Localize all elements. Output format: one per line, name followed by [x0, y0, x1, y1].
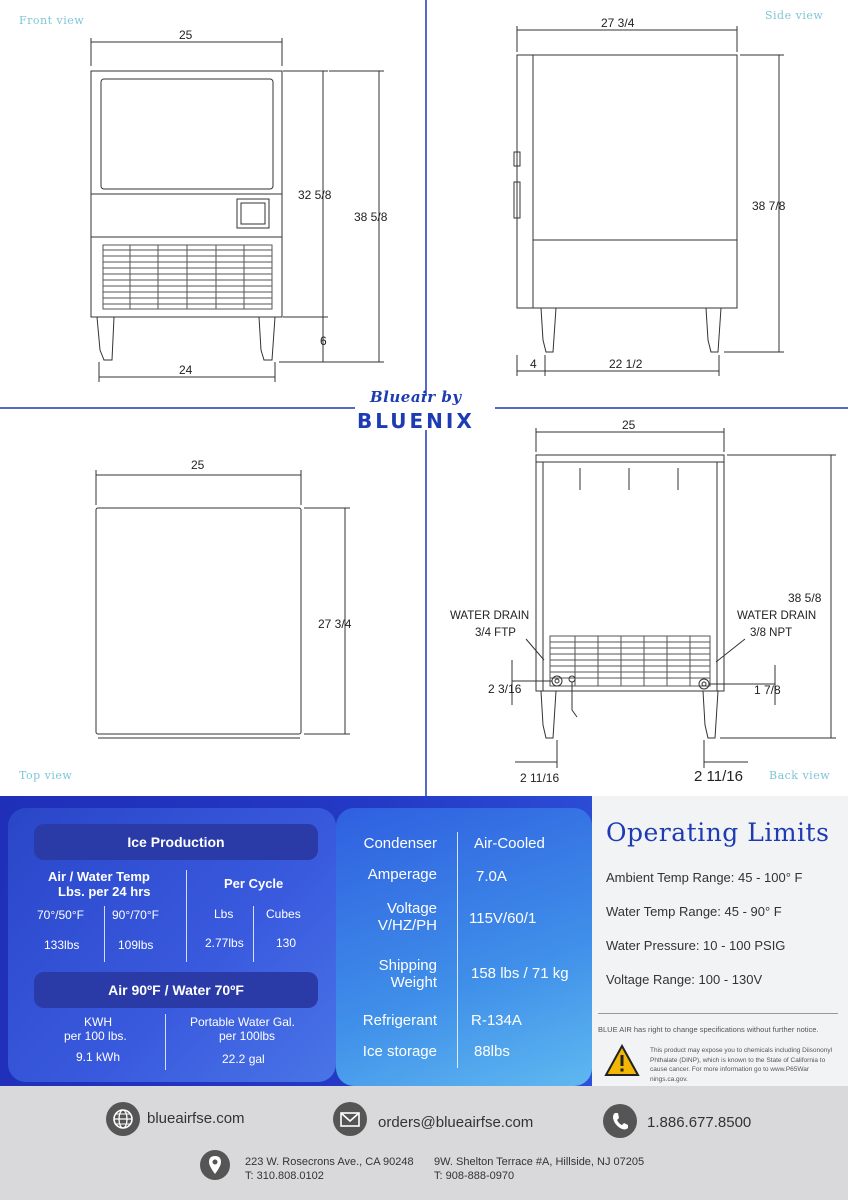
back-view-label: Back view: [769, 769, 831, 782]
drain-right-size: 3/8 NPT: [750, 627, 793, 639]
divider: [104, 906, 105, 962]
ice-storage-value: 88lbs: [474, 1043, 510, 1060]
kwh-head-2: per 100 lbs.: [64, 1029, 127, 1043]
ice-storage-key: Ice storage: [362, 1043, 437, 1060]
water-pressure: Water Pressure: 10 - 100 PSIG: [606, 938, 786, 953]
front-width-bottom: 24: [179, 363, 193, 377]
globe-icon: [106, 1102, 140, 1136]
voltage-value: 115V/60/1: [469, 910, 537, 927]
col1-val: 133lbs: [44, 938, 80, 952]
kwh-val: 9.1 kWh: [76, 1050, 121, 1064]
condenser-value: Air-Cooled: [474, 835, 545, 852]
email-icon: [333, 1102, 367, 1136]
top-depth: 27 3/4: [318, 617, 352, 631]
drain-right-height: 1 7/8: [754, 683, 781, 697]
front-width-top: 25: [179, 28, 193, 42]
back-height: 38 5/8: [788, 591, 822, 605]
side-view-label: Side view: [765, 9, 824, 22]
col2-head: 90°/70°F: [112, 908, 159, 922]
side-height: 38 7/8: [752, 199, 786, 213]
operating-limits-title: Operating Limits: [606, 818, 830, 847]
amperage-key: Amperage: [367, 866, 437, 883]
amperage-value: 7.0A: [476, 868, 507, 885]
back-width: 25: [622, 418, 636, 432]
shipping-key-1: Shipping: [378, 957, 437, 974]
water-temp-range: Water Temp Range: 45 - 90° F: [606, 904, 782, 919]
phone-icon: [603, 1104, 637, 1138]
refrigerant-value: R-134A: [471, 1012, 522, 1029]
prop65-warning: This product may expose you to chemicals including Diisononyl Phthalate (DINP), which is known to the State of California to cause cancer. For more information go to www.P65War nings.ca.gov.: [650, 1047, 833, 1083]
kwh-head-1: KWH: [84, 1015, 112, 1029]
address-nj-line1: 9W. Shelton Terrace #A, Hillside, NJ 07205: [434, 1156, 645, 1168]
address-ca-phone: T: 310.808.0102: [245, 1170, 324, 1182]
divider: [598, 1013, 838, 1014]
drain-right-label: WATER DRAIN: [737, 610, 817, 622]
top-width: 25: [191, 458, 205, 472]
side-offset: 4: [530, 357, 537, 371]
drain-left-offset: 2 11/16: [520, 771, 560, 785]
drain-left-height: 2 3/16: [488, 682, 522, 696]
water-head-1: Portable Water Gal.: [190, 1015, 295, 1029]
voltage-range: Voltage Range: 100 - 130V: [606, 972, 763, 987]
warning-icon: [604, 1044, 640, 1077]
water-head-2: per 100lbs: [219, 1029, 276, 1043]
spec-change-note: BLUE AIR has right to change specifications without further notice.: [598, 1025, 819, 1034]
front-leg-height: 6: [320, 334, 327, 348]
lbs-head: Lbs: [214, 907, 234, 921]
drain-left-size: 3/4 FTP: [475, 627, 516, 639]
ambient-range: Ambient Temp Range: 45 - 100° F: [606, 870, 803, 885]
cubes-val: 130: [276, 936, 297, 950]
voltage-key-1: Voltage: [386, 900, 437, 917]
front-height-inner: 32 5/8: [298, 188, 332, 202]
air-water-condition: Air 90ºF / Water 70ºF: [34, 972, 318, 1008]
air-water-title-2: Lbs. per 24 hrs: [58, 884, 151, 899]
drain-left-label: WATER DRAIN: [450, 610, 530, 622]
address-ca-line1: 223 W. Rosecrons Ave., CA 90248: [245, 1156, 414, 1168]
email-link[interactable]: orders@blueairfse.com: [378, 1114, 534, 1131]
top-view-label: Top view: [19, 769, 73, 782]
side-leg-span: 22 1/2: [609, 357, 643, 371]
shipping-key-2: Weight: [390, 974, 437, 991]
phone-link[interactable]: 1.886.677.8500: [647, 1114, 752, 1131]
front-height-total: 38 5/8: [354, 210, 388, 224]
logo-bluenix: BLUENIX: [357, 409, 475, 433]
divider: [186, 870, 187, 962]
refrigerant-key: Refrigerant: [362, 1012, 437, 1029]
location-icon: [200, 1150, 230, 1180]
ice-production-title: Ice Production: [34, 824, 318, 860]
voltage-key-2: V/HZ/PH: [377, 917, 437, 934]
air-water-title-1: Air / Water Temp: [48, 869, 150, 884]
address-nj-phone: T: 908-888-0970: [434, 1170, 515, 1182]
shipping-value: 158 lbs / 71 kg: [471, 965, 569, 982]
water-val: 22.2 gal: [222, 1052, 265, 1066]
divider: [253, 906, 254, 962]
col2-val: 109lbs: [118, 938, 154, 952]
side-depth-top: 27 3/4: [601, 16, 635, 30]
specs-divider: [457, 832, 458, 1068]
divider: [165, 1014, 166, 1070]
logo-blueair: Blueair by: [370, 388, 462, 406]
col1-head: 70°/50°F: [37, 908, 84, 922]
lbs-val: 2.77lbs: [205, 936, 244, 950]
front-view-label: Front view: [19, 14, 85, 27]
cubes-head: Cubes: [266, 907, 301, 921]
condenser-key: Condenser: [363, 835, 437, 852]
website-link[interactable]: blueairfse.com: [147, 1110, 245, 1127]
per-cycle-title: Per Cycle: [224, 876, 284, 891]
drain-right-offset: 2 11/16: [694, 768, 743, 785]
